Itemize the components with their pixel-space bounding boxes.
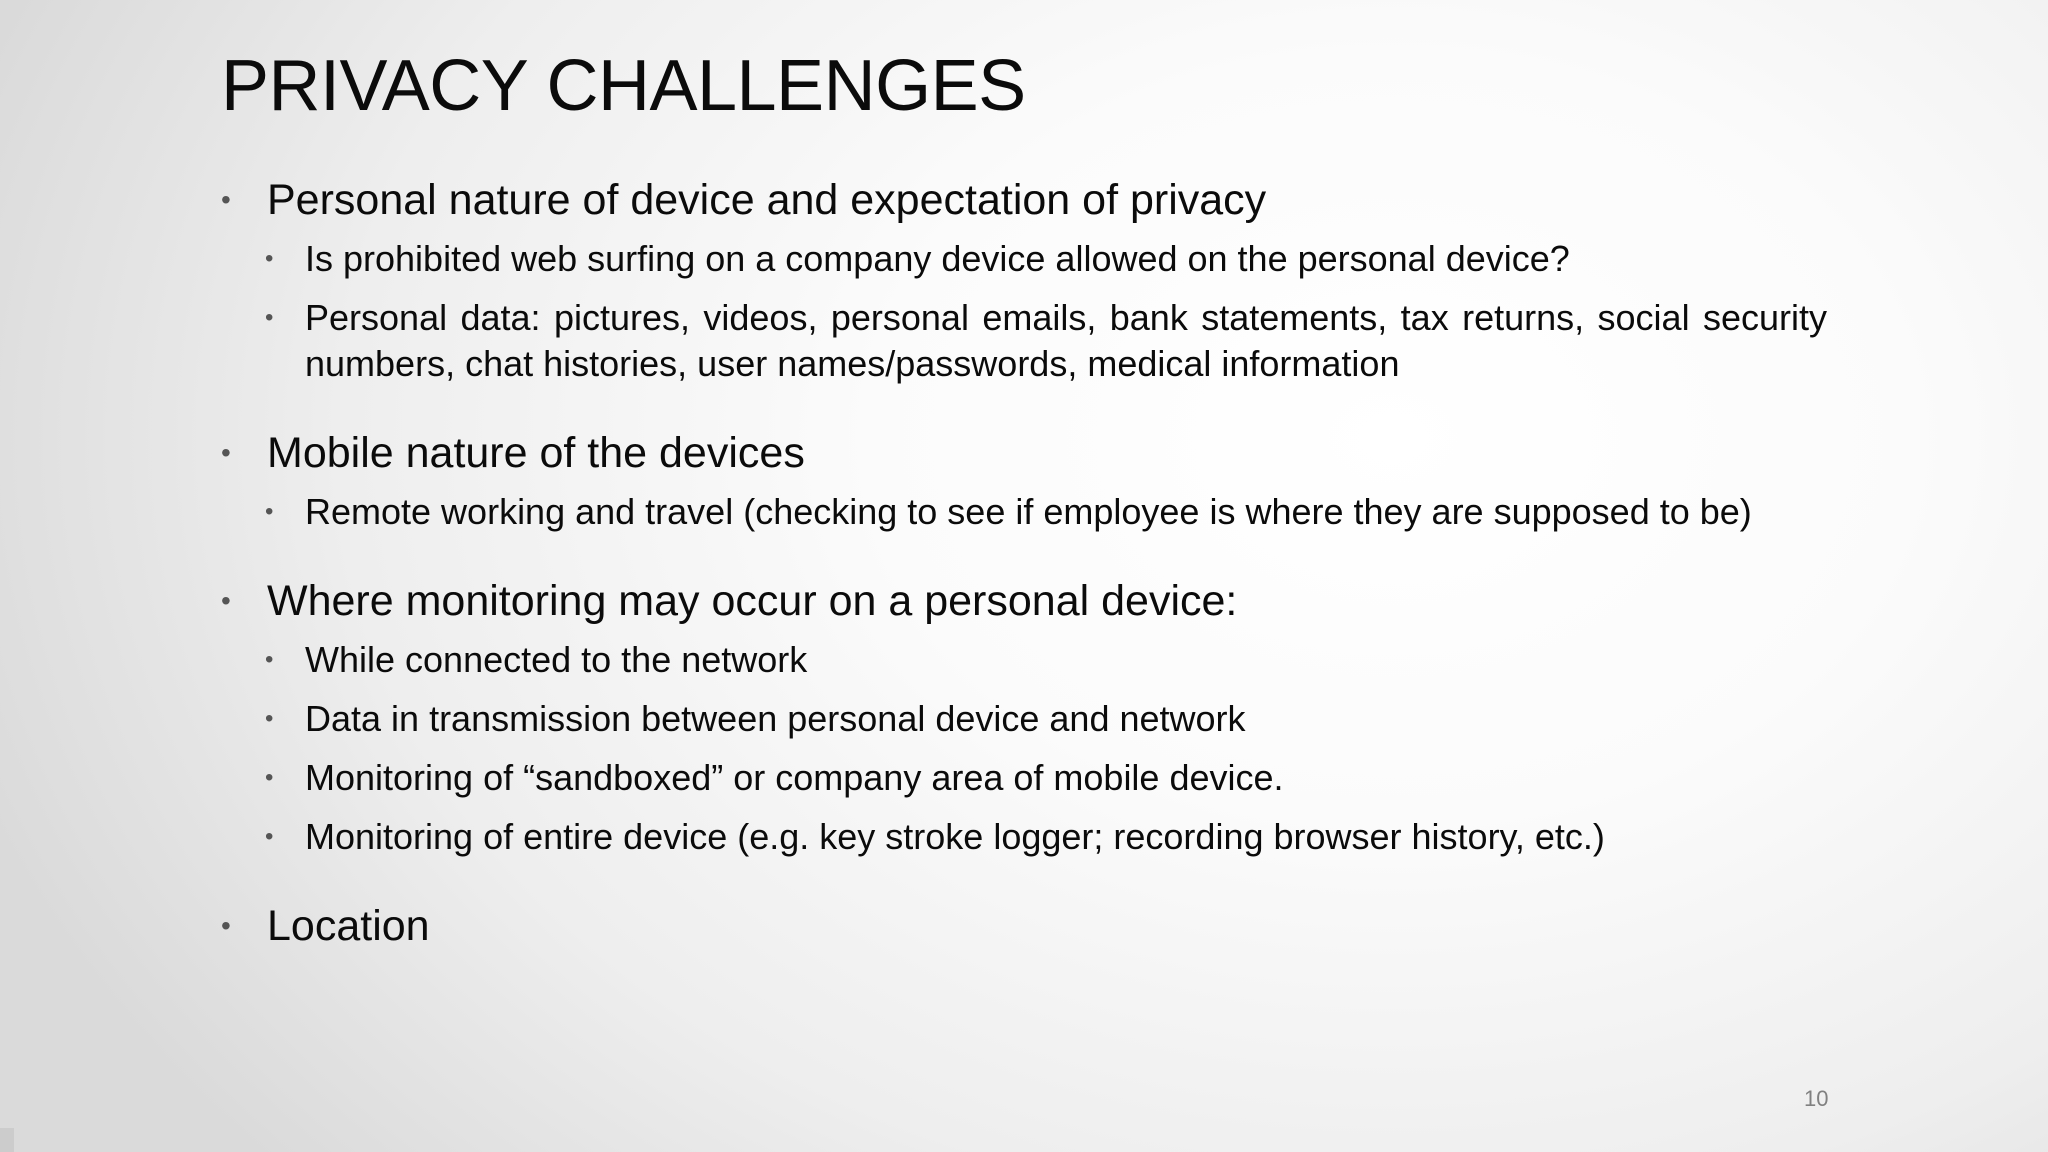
sub-bullet-item	[221, 236, 1827, 282]
sub-bullet-text: Monitoring of “sandboxed” or company area of mobile device.	[305, 757, 1284, 798]
sub-bullet-text: Remote working and travel (checking to see if employee is where they are supposed to be)	[305, 491, 1752, 532]
sub-bullet-text: Is prohibited web surfing on a company device allowed on the personal device?	[305, 238, 1570, 279]
bullet-icon: •	[265, 705, 274, 732]
bullet-group-location	[221, 896, 1827, 956]
sub-bullet-item	[221, 637, 1827, 683]
sub-bullet-list	[221, 236, 1827, 387]
bullet-icon: •	[265, 764, 274, 791]
bullet-group-monitoring	[221, 571, 1827, 860]
sub-bullet-item	[221, 814, 1827, 860]
bullet-icon: •	[265, 823, 274, 850]
bullet-text: Mobile nature of the devices	[267, 429, 805, 477]
sub-bullet-item	[221, 295, 1827, 387]
sub-bullet-text: Data in transmission between personal device and network	[305, 698, 1246, 739]
sub-bullet-list	[221, 637, 1827, 860]
bullet-text: Where monitoring may occur on a personal device:	[267, 577, 1238, 625]
bullet-group-mobile-nature	[221, 423, 1827, 535]
bullet-icon: •	[221, 585, 231, 616]
bullet-item	[221, 896, 1827, 956]
page-number: 10	[1804, 1086, 1829, 1111]
slide-title: PRIVACY CHALLENGES	[221, 46, 1026, 126]
bullet-icon: •	[221, 437, 231, 468]
bullet-icon: •	[221, 910, 231, 941]
bullet-icon: •	[265, 646, 274, 673]
bullet-text: Personal nature of device and expectation of privacy	[267, 176, 1267, 224]
bullet-item	[221, 571, 1827, 631]
sub-bullet-text: Personal data: pictures, videos, personal emails, bank statements, tax returns, social security numbers, chat histories, user names/passwords, medical information	[305, 297, 1827, 384]
sub-bullet-item	[221, 489, 1827, 535]
bullet-text: Location	[267, 902, 430, 950]
bullet-icon: •	[221, 184, 231, 215]
corner-decoration	[0, 1128, 14, 1152]
bullet-item	[221, 170, 1827, 230]
bullet-list	[221, 170, 1827, 956]
bullet-icon: •	[265, 304, 274, 331]
bullet-icon: •	[265, 245, 274, 272]
bullet-item	[221, 423, 1827, 483]
sub-bullet-item	[221, 755, 1827, 801]
sub-bullet-text: Monitoring of entire device (e.g. key stroke logger; recording browser history, etc.)	[305, 816, 1605, 857]
sub-bullet-text: While connected to the network	[305, 639, 808, 680]
bullet-group-personal-nature	[221, 170, 1827, 387]
bullet-icon: •	[265, 498, 274, 525]
sub-bullet-list	[221, 489, 1827, 535]
sub-bullet-item	[221, 696, 1827, 742]
